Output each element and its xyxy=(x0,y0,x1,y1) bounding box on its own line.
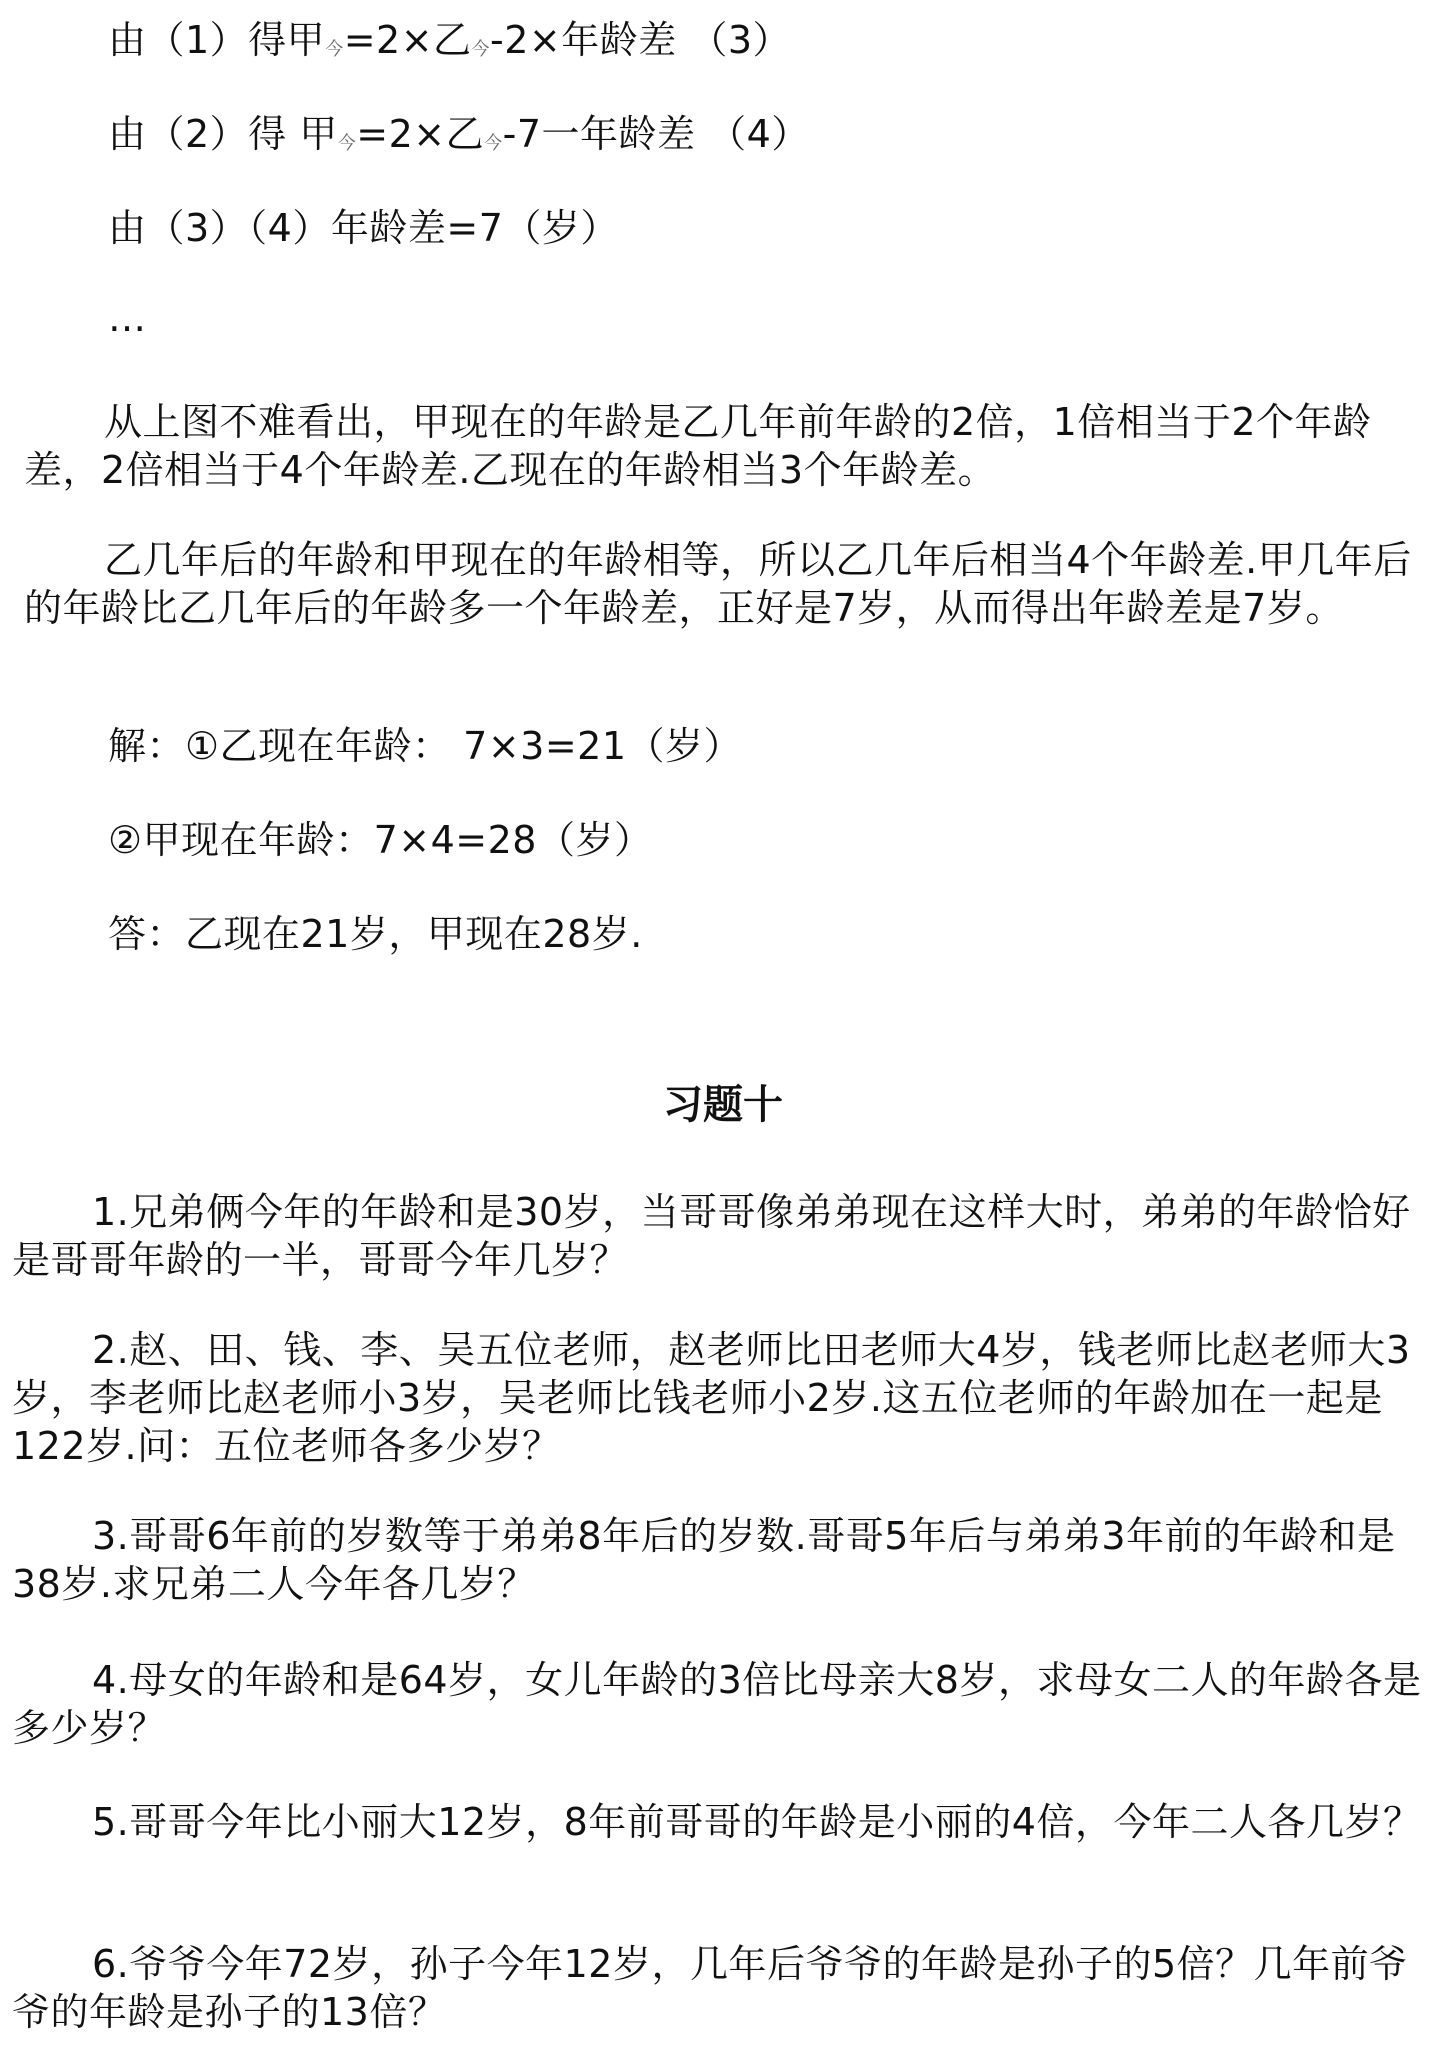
derivation-line-2-part-a: 由（2）得 甲 xyxy=(108,112,338,156)
derivation-line-1 xyxy=(108,16,791,74)
subscript-mark: 今 xyxy=(471,39,491,60)
derivation-line-3: 由（3）（4）年龄差=7（岁） xyxy=(108,206,619,250)
explanation-paragraph-1: 从上图不难看出，甲现在的年龄是乙几年前年龄的2倍，1倍相当于2个年龄差，2倍相当于4个年龄差.乙现在的年龄相当3个年龄差。 xyxy=(24,400,1372,492)
solution-step-1: 解：①乙现在年龄： 7×3=21（岁） xyxy=(108,724,743,768)
exercise-item-6: 6.爷爷今年72岁，孙子今年12岁，几年后爷爷的年龄是孙子的5倍？几年前爷爷的年龄是孙子的13倍？ xyxy=(12,1942,1408,2034)
derivation-line-2 xyxy=(108,110,810,168)
exercise-title: 习题十 xyxy=(663,1082,783,1128)
exercise-item-1: 1.兄弟俩今年的年龄和是30岁，当哥哥像弟弟现在这样大时，弟弟的年龄恰好是哥哥年龄的一半，哥哥今年几岁？ xyxy=(12,1190,1411,1282)
exercise-item-4: 4.母女的年龄和是64岁，女儿年龄的3倍比母亲大8岁，求母女二人的年龄各是多少岁？ xyxy=(12,1658,1422,1750)
subscript-mark: 今 xyxy=(484,133,503,154)
derivation-line-1-part-b: =2×乙 xyxy=(343,18,472,62)
derivation-line-1-part-c: -2×年龄差 （3） xyxy=(490,18,792,62)
derivation-line-2-part-b: =2×乙 xyxy=(356,112,485,156)
explanation-paragraph-2: 乙几年后的年龄和甲现在的年龄相等，所以乙几年后相当4个年龄差.甲几年后的年龄比乙几年后的年龄多一个年龄差，正好是7岁，从而得出年龄差是7岁。 xyxy=(24,538,1412,630)
subscript-mark: 今 xyxy=(337,133,357,154)
solution-answer: 答：乙现在21岁，甲现在28岁. xyxy=(108,912,643,956)
ellipsis: … xyxy=(108,296,147,340)
derivation-line-2-part-c: -7一年龄差 （4） xyxy=(502,112,810,156)
solution-step-2: ②甲现在年龄：7×4=28（岁） xyxy=(108,818,653,862)
exercise-item-2: 2.赵、田、钱、李、吴五位老师，赵老师比田老师大4岁，钱老师比赵老师大3岁，李老师比赵老师小3岁，吴老师比钱老师小2岁.这五位老师的年龄加在一起是122岁.问：五位老师各多少岁？ xyxy=(12,1328,1411,1468)
derivation-line-1-part-a: 由（1）得甲 xyxy=(108,18,326,62)
exercise-item-3: 3.哥哥6年前的岁数等于弟弟8年后的岁数.哥哥5年后与弟弟3年前的年龄和是38岁.求兄弟二人今年各几岁？ xyxy=(12,1514,1396,1606)
subscript-mark: 今 xyxy=(325,39,344,60)
exercise-item-5: 5.哥哥今年比小丽大12岁，8年前哥哥的年龄是小丽的4倍，今年二人各几岁？ xyxy=(92,1800,1422,1844)
